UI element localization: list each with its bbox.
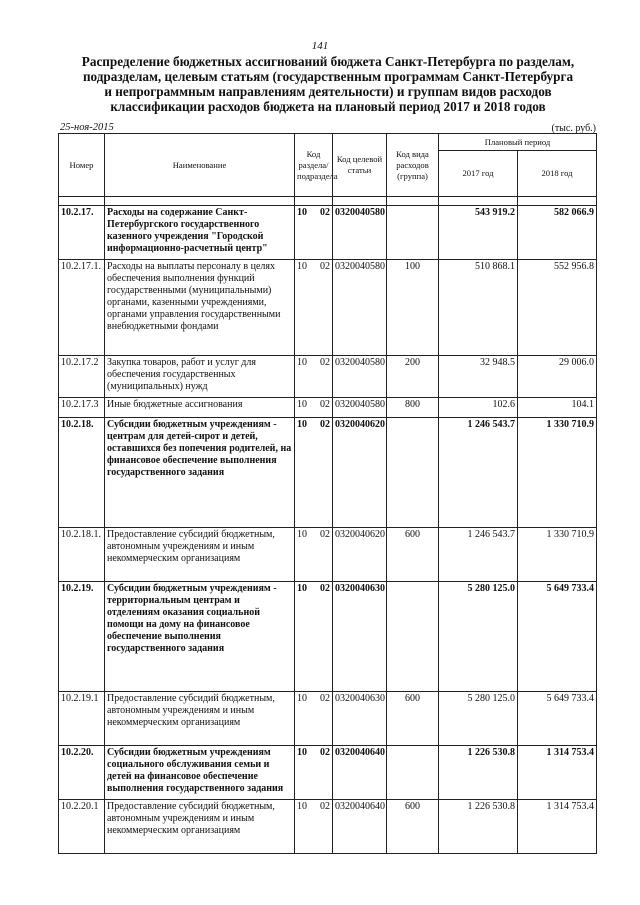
- row-expense-group: 800: [387, 398, 439, 418]
- row-name: Предоставление субсидий бюджетным, автономным учреждениям и иным некоммерческим организациям: [105, 692, 295, 746]
- row-subsection: 02: [320, 693, 330, 704]
- table-row: [59, 582, 597, 692]
- row-number: 10.2.18.: [59, 418, 105, 528]
- row-name: Предоставление субсидий бюджетным, автономным учреждениям и иным некоммерческим организациям: [105, 800, 295, 854]
- row-subsection: 02: [320, 261, 330, 272]
- row-number: 10.2.17.2: [59, 356, 105, 398]
- header-section: Код раздела/ подраздела: [295, 134, 333, 197]
- header-group: Код вида расходов (группа): [387, 134, 439, 197]
- table-row: [59, 800, 597, 854]
- row-name: Субсидии бюджетным учреждениям - территориальным центрам и отделениям оказания социальной помощи на дому на финансовое обеспечение выполнения государственного задания: [105, 582, 295, 692]
- row-value-2017: 5 280 125.0: [439, 692, 518, 746]
- row-value-2017: 32 948.5: [439, 356, 518, 398]
- row-value-2018: 1 314 753.4: [518, 746, 597, 800]
- row-section-code: [295, 528, 333, 582]
- row-section: 10: [297, 801, 307, 812]
- header-number: Номер: [59, 134, 105, 197]
- row-target-code: 0320040580: [333, 398, 387, 418]
- row-expense-group: 200: [387, 356, 439, 398]
- row-section-code: [295, 260, 333, 356]
- row-value-2017: 1 246 543.7: [439, 418, 518, 528]
- row-value-2018: 552 956.8: [518, 260, 597, 356]
- row-expense-group: 600: [387, 800, 439, 854]
- row-section: 10: [297, 261, 307, 272]
- header-2018: 2018 год: [518, 151, 597, 197]
- row-target-code: 0320040580: [333, 260, 387, 356]
- row-number: 10.2.17.3: [59, 398, 105, 418]
- row-number: 10.2.19.1: [59, 692, 105, 746]
- row-section-code: [295, 356, 333, 398]
- row-expense-group: [387, 418, 439, 528]
- row-section: 10: [297, 747, 307, 758]
- row-subsection: 02: [320, 419, 330, 430]
- row-subsection: 02: [320, 801, 330, 812]
- row-name: Расходы на содержание Санкт-Петербургского государственного казенного учреждения "Городской информационно-расчетный центр": [105, 206, 295, 260]
- row-section-code: [295, 746, 333, 800]
- page-number: 141: [311, 40, 329, 52]
- row-section-code: [295, 418, 333, 528]
- header-spacer-row: [59, 197, 597, 206]
- table-row: [59, 206, 597, 260]
- row-value-2018: 5 649 733.4: [518, 582, 597, 692]
- row-subsection: 02: [320, 357, 330, 368]
- row-target-code: 0320040580: [333, 206, 387, 260]
- row-name: Расходы на выплаты персоналу в целях обеспечения выполнения функций государственными (муниципальными) органами, казенными учреждениями, органами управления государственными внебюджетными фондами: [105, 260, 295, 356]
- row-section-code: [295, 398, 333, 418]
- table-row: [59, 398, 597, 418]
- row-value-2017: 510 868.1: [439, 260, 518, 356]
- table-row: [59, 528, 597, 582]
- row-name: Предоставление субсидий бюджетным, автономным учреждениям и иным некоммерческим организациям: [105, 528, 295, 582]
- table-row: [59, 356, 597, 398]
- header-csr: Код целевой статьи: [333, 134, 387, 197]
- row-value-2018: 29 006.0: [518, 356, 597, 398]
- row-number: 10.2.17.1.: [59, 260, 105, 356]
- row-section: 10: [297, 419, 307, 430]
- row-value-2018: 5 649 733.4: [518, 692, 597, 746]
- row-section-code: [295, 692, 333, 746]
- row-value-2018: 1 314 753.4: [518, 800, 597, 854]
- row-target-code: 0320040620: [333, 528, 387, 582]
- row-value-2018: 1 330 710.9: [518, 528, 597, 582]
- row-section-code: [295, 206, 333, 260]
- row-number: 10.2.20.: [59, 746, 105, 800]
- row-expense-group: 600: [387, 528, 439, 582]
- date-stamp: 25-ноя-2015: [60, 122, 114, 133]
- row-value-2017: 1 226 530.8: [439, 800, 518, 854]
- row-name: Закупка товаров, работ и услуг для обеспечения государственных (муниципальных) нужд: [105, 356, 295, 398]
- row-value-2017: 1 246 543.7: [439, 528, 518, 582]
- table-row: [59, 692, 597, 746]
- row-subsection: 02: [320, 399, 330, 410]
- row-value-2018: 1 330 710.9: [518, 418, 597, 528]
- row-number: 10.2.17.: [59, 206, 105, 260]
- row-section: 10: [297, 357, 307, 368]
- row-number: 10.2.20.1: [59, 800, 105, 854]
- row-section-code: [295, 582, 333, 692]
- row-section: 10: [297, 529, 307, 540]
- row-expense-group: [387, 206, 439, 260]
- units-label: (тыс. руб.): [551, 123, 596, 134]
- row-expense-group: [387, 582, 439, 692]
- row-name: Субсидии бюджетным учреждениям - центрам для детей-сирот и детей, оставшихся без попечения родителей, на финансовое обеспечение выполнения государственного задания: [105, 418, 295, 528]
- row-section: 10: [297, 583, 307, 594]
- row-value-2018: 582 066.9: [518, 206, 597, 260]
- row-value-2017: 102.6: [439, 398, 518, 418]
- table-header: [59, 134, 597, 197]
- row-number: 10.2.18.1.: [59, 528, 105, 582]
- row-name: Субсидии бюджетным учреждениям социального обслуживания семьи и детей на финансовое обеспечение выполнения государственного задания: [105, 746, 295, 800]
- row-section: 10: [297, 399, 307, 410]
- header-planning-period: Плановый период: [439, 134, 597, 151]
- row-number: 10.2.19.: [59, 582, 105, 692]
- table-row: [59, 418, 597, 528]
- row-expense-group: 100: [387, 260, 439, 356]
- row-value-2017: 543 919.2: [439, 206, 518, 260]
- table-row: [59, 746, 597, 800]
- row-target-code: 0320040630: [333, 692, 387, 746]
- table-body: [59, 197, 597, 854]
- row-subsection: 02: [320, 529, 330, 540]
- header-name: Наименование: [105, 134, 295, 197]
- row-value-2018: 104.1: [518, 398, 597, 418]
- row-section: 10: [297, 693, 307, 704]
- row-target-code: 0320040640: [333, 746, 387, 800]
- budget-table: [58, 133, 597, 854]
- row-value-2017: 1 226 530.8: [439, 746, 518, 800]
- row-name: Иные бюджетные ассигнования: [105, 398, 295, 418]
- row-target-code: 0320040630: [333, 582, 387, 692]
- row-subsection: 02: [320, 583, 330, 594]
- row-section: 10: [297, 207, 307, 218]
- table-row: [59, 260, 597, 356]
- row-value-2017: 5 280 125.0: [439, 582, 518, 692]
- row-subsection: 02: [320, 747, 330, 758]
- row-target-code: 0320040580: [333, 356, 387, 398]
- header-2017: 2017 год: [439, 151, 518, 197]
- row-target-code: 0320040640: [333, 800, 387, 854]
- row-expense-group: 600: [387, 692, 439, 746]
- row-expense-group: [387, 746, 439, 800]
- row-target-code: 0320040620: [333, 418, 387, 528]
- document-title: Распределение бюджетных ассигнований бюджета Санкт-Петербурга по разделам, подразделам, целевым статьям (государственным программам Санкт-Петербурга и непрограммным направлениям деятельности) и группам видов расходов классификации расходов бюджета на плановый период 2017 и 2018 годов: [81, 54, 575, 114]
- row-section-code: [295, 800, 333, 854]
- row-subsection: 02: [320, 207, 330, 218]
